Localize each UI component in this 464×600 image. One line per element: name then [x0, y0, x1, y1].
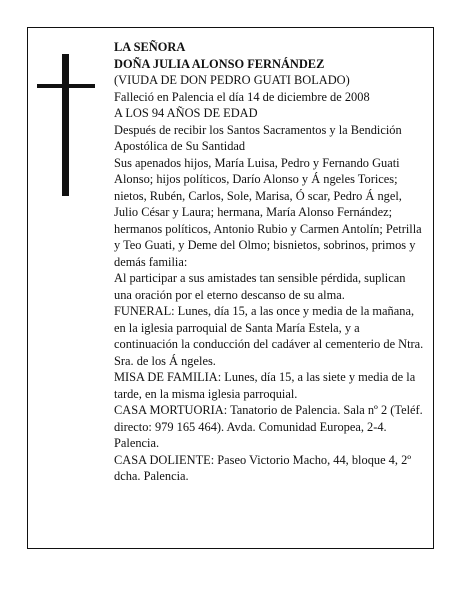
cross-vertical-bar [62, 54, 69, 196]
family-mass-paragraph: MISA DE FAMILIA: Lunes, día 15, a las siete y media de la tarde, en la misma iglesia parroquial. [114, 370, 416, 401]
notice-title: LA SEÑORA [114, 40, 186, 54]
sacraments-paragraph: Después de recibir los Santos Sacramentos y la Bendición Apostólica de Su Santidad [114, 122, 402, 153]
cross-horizontal-bar [37, 84, 95, 88]
request-paragraph: Al participar a sus amistades tan sensible pérdida, suplican una oración por el eterno descanso de su alma. [114, 271, 406, 302]
home-paragraph: CASA DOLIENTE: Paseo Victorio Macho, 44, bloque 4, 2º dcha. Palencia. [114, 452, 412, 483]
obituary-text [114, 39, 426, 485]
widow-line: (VIUDA DE DON PEDRO GUATI BOLADO) [114, 73, 350, 87]
deceased-name: DOÑA JULIA ALONSO FERNÁNDEZ [114, 56, 325, 71]
funeral-paragraph: FUNERAL: Lunes, día 15, a las once y media de la mañana, en la iglesia parroquial de Santa María Estela, y a continuación la conducción del cadáver al cementerio de Ntra. Sra. de los Á ngeles. [114, 304, 424, 368]
age-line: A LOS 94 AÑOS DE EDAD [114, 106, 258, 120]
mortuary-paragraph: CASA MORTUORIA: Tanatorio de Palencia. Sala nº 2 (Teléf. directo: 979 165 464). Avda. Comunidad Europea, 2-4. Palencia. [114, 403, 423, 450]
family-paragraph: Sus apenados hijos, María Luisa, Pedro y Fernando Guati Alonso; hijos políticos, Darío Alonso y Á ngeles Torices; nietos, Rubén, Carlos, Sole, Marisa, Ó scar, Pedro Á ngel, Julio César y Laura; hermana, María Alonso Fernández; hermanos políticos, Antonio Rubio y Carmen Antolín; Petrilla y Teo Guati, y Deme del Olmo; bisnietos, sobrinos, primos y demás familia: [114, 155, 422, 269]
death-line: Falleció en Palencia el día 14 de diciembre de 2008 [114, 89, 370, 104]
